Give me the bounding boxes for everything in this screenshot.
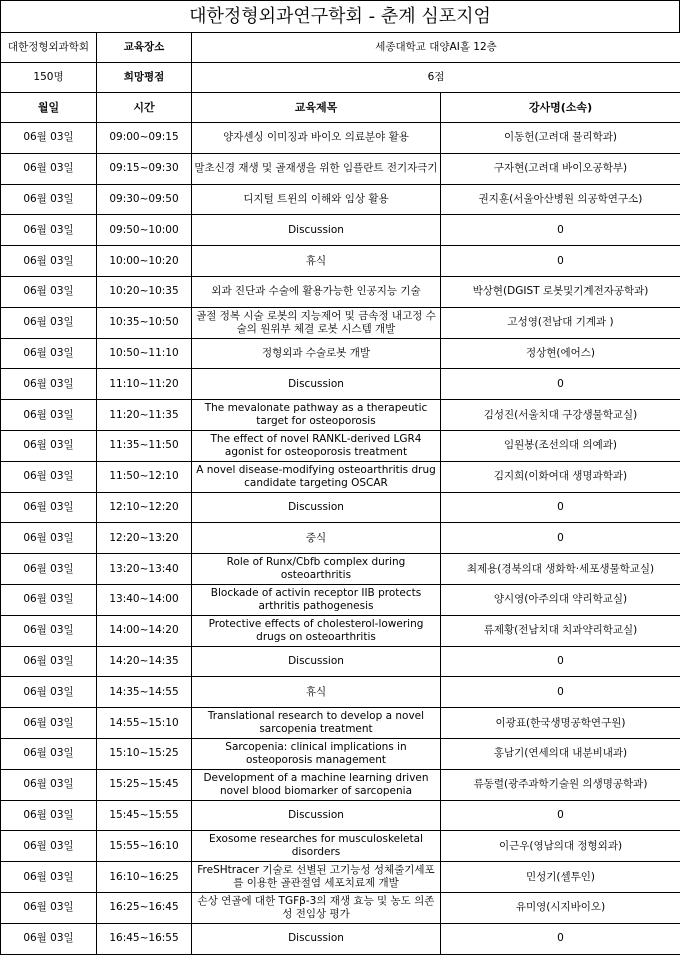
table-row bbox=[1, 276, 680, 307]
session-topic: 말초신경 재생 및 골재생을 위한 임플란트 전기자극기 bbox=[192, 153, 441, 184]
table-header bbox=[1, 93, 680, 123]
session-topic: FreSHtracer 기술로 선별된 고기능성 성체줄기세포를 이용한 골관절염 세포치료제 개발 bbox=[192, 862, 441, 893]
session-topic: Blockade of activin receptor IIB protects arthritis pathogenesis bbox=[192, 584, 441, 615]
session-topic: 휴식 bbox=[192, 246, 441, 277]
session-speaker: 0 bbox=[441, 215, 680, 246]
table-row bbox=[1, 677, 680, 708]
session-speaker: 이동헌(고려대 물리학과) bbox=[441, 123, 680, 154]
session-date: 06월 03일 bbox=[1, 584, 97, 615]
table-row bbox=[1, 307, 680, 338]
session-speaker: 최제용(경북의대 생화학·세포생물학교실) bbox=[441, 554, 680, 585]
session-speaker: 권지훈(서울아산병원 의공학연구소) bbox=[441, 184, 680, 215]
table-row bbox=[1, 862, 680, 893]
session-time: 15:45~15:55 bbox=[97, 800, 192, 831]
session-time: 11:50~12:10 bbox=[97, 461, 192, 492]
session-date: 06월 03일 bbox=[1, 461, 97, 492]
session-speaker: 민성기(셀투인) bbox=[441, 862, 680, 893]
session-speaker: 0 bbox=[441, 492, 680, 523]
table-row bbox=[1, 246, 680, 277]
session-date: 06월 03일 bbox=[1, 708, 97, 739]
session-speaker: 0 bbox=[441, 523, 680, 554]
session-speaker: 김지희(이화여대 생명과학과) bbox=[441, 461, 680, 492]
session-speaker: 정상현(에어스) bbox=[441, 338, 680, 369]
table-row bbox=[1, 708, 680, 739]
session-speaker: 0 bbox=[441, 677, 680, 708]
session-date: 06월 03일 bbox=[1, 307, 97, 338]
credit-label: 희망평점 bbox=[97, 63, 192, 93]
session-topic: A novel disease-modifying osteoarthritis drug candidate targeting OSCAR bbox=[192, 461, 441, 492]
table-row bbox=[1, 215, 680, 246]
session-topic: Translational research to develop a novel sarcopenia treatment bbox=[192, 708, 441, 739]
session-date: 06월 03일 bbox=[1, 554, 97, 585]
session-date: 06월 03일 bbox=[1, 338, 97, 369]
table-row bbox=[1, 831, 680, 862]
session-topic: Sarcopenia: clinical implications in osteoporosis management bbox=[192, 738, 441, 769]
session-topic: Discussion bbox=[192, 646, 441, 677]
session-time: 16:25~16:45 bbox=[97, 892, 192, 923]
session-topic: Protective effects of cholesterol-lowering drugs on osteoarthritis bbox=[192, 615, 441, 646]
session-topic: Discussion bbox=[192, 492, 441, 523]
session-speaker: 박상현(DGIST 로봇및기계전자공학과) bbox=[441, 276, 680, 307]
session-speaker: 0 bbox=[441, 646, 680, 677]
session-topic: The effect of novel RANKL-derived LGR4 agonist for osteoporosis treatment bbox=[192, 430, 441, 461]
session-date: 06월 03일 bbox=[1, 430, 97, 461]
column-header-speaker: 강사명(소속) bbox=[441, 93, 680, 123]
session-time: 10:00~10:20 bbox=[97, 246, 192, 277]
session-time: 16:45~16:55 bbox=[97, 923, 192, 954]
session-time: 16:10~16:25 bbox=[97, 862, 192, 893]
session-topic: Exosome researches for musculoskeletal disorders bbox=[192, 831, 441, 862]
session-time: 11:35~11:50 bbox=[97, 430, 192, 461]
session-time: 14:55~15:10 bbox=[97, 708, 192, 739]
session-date: 06월 03일 bbox=[1, 523, 97, 554]
session-topic: Discussion bbox=[192, 369, 441, 400]
session-time: 10:35~10:50 bbox=[97, 307, 192, 338]
session-time: 12:20~13:20 bbox=[97, 523, 192, 554]
session-time: 09:30~09:50 bbox=[97, 184, 192, 215]
table-row bbox=[1, 584, 680, 615]
session-speaker: 0 bbox=[441, 369, 680, 400]
session-topic: 외과 진단과 수술에 활용가능한 인공지능 기술 bbox=[192, 276, 441, 307]
session-time: 13:20~13:40 bbox=[97, 554, 192, 585]
session-date: 06월 03일 bbox=[1, 123, 97, 154]
session-date: 06월 03일 bbox=[1, 215, 97, 246]
table-row bbox=[1, 400, 680, 431]
session-speaker: 0 bbox=[441, 800, 680, 831]
session-topic: 디지털 트윈의 이해와 임상 활용 bbox=[192, 184, 441, 215]
session-speaker: 유미영(시지바이오) bbox=[441, 892, 680, 923]
session-topic: Discussion bbox=[192, 800, 441, 831]
session-time: 10:20~10:35 bbox=[97, 276, 192, 307]
session-date: 06월 03일 bbox=[1, 492, 97, 523]
table-row bbox=[1, 184, 680, 215]
location-label: 교육장소 bbox=[97, 33, 192, 63]
session-topic: Discussion bbox=[192, 215, 441, 246]
session-topic: Role of Runx/Cbfb complex during osteoarthritis bbox=[192, 554, 441, 585]
session-date: 06월 03일 bbox=[1, 677, 97, 708]
table-row bbox=[1, 769, 680, 800]
session-date: 06월 03일 bbox=[1, 646, 97, 677]
session-date: 06월 03일 bbox=[1, 862, 97, 893]
table-row bbox=[1, 800, 680, 831]
header-row bbox=[1, 93, 680, 123]
session-speaker: 이광표(한국생명공학연구원) bbox=[441, 708, 680, 739]
page-title: 대한정형외과연구학회 - 춘계 심포지엄 bbox=[0, 0, 680, 33]
session-speaker: 양시영(아주의대 약리학교실) bbox=[441, 584, 680, 615]
session-speaker: 이근우(영남의대 정형외과) bbox=[441, 831, 680, 862]
table-row bbox=[1, 923, 680, 954]
schedule-table bbox=[0, 32, 680, 955]
session-speaker: 0 bbox=[441, 923, 680, 954]
session-date: 06월 03일 bbox=[1, 738, 97, 769]
session-date: 06월 03일 bbox=[1, 369, 97, 400]
session-time: 11:10~11:20 bbox=[97, 369, 192, 400]
session-topic: Discussion bbox=[192, 923, 441, 954]
attendees-value: 150명 bbox=[1, 63, 97, 93]
session-date: 06월 03일 bbox=[1, 800, 97, 831]
table-row bbox=[1, 338, 680, 369]
session-speaker: 김성진(서울치대 구강생물학교실) bbox=[441, 400, 680, 431]
session-rows bbox=[1, 123, 680, 955]
table-row bbox=[1, 430, 680, 461]
session-speaker: 구자현(고려대 바이오공학부) bbox=[441, 153, 680, 184]
session-time: 14:00~14:20 bbox=[97, 615, 192, 646]
table-row bbox=[1, 461, 680, 492]
column-header-topic: 교육제목 bbox=[192, 93, 441, 123]
session-topic: The mevalonate pathway as a therapeutic target for osteoporosis bbox=[192, 400, 441, 431]
session-date: 06월 03일 bbox=[1, 153, 97, 184]
session-time: 15:25~15:45 bbox=[97, 769, 192, 800]
session-speaker: 고성영(전남대 기계과 ) bbox=[441, 307, 680, 338]
session-topic: 정형외과 수술로봇 개발 bbox=[192, 338, 441, 369]
session-time: 11:20~11:35 bbox=[97, 400, 192, 431]
table-row bbox=[1, 615, 680, 646]
info-row-credit bbox=[1, 63, 680, 93]
session-time: 10:50~11:10 bbox=[97, 338, 192, 369]
session-date: 06월 03일 bbox=[1, 892, 97, 923]
credit-value: 6점 bbox=[192, 63, 680, 93]
session-time: 14:20~14:35 bbox=[97, 646, 192, 677]
info-section bbox=[1, 33, 680, 93]
column-header-time: 시간 bbox=[97, 93, 192, 123]
session-date: 06월 03일 bbox=[1, 615, 97, 646]
session-date: 06월 03일 bbox=[1, 769, 97, 800]
table-row bbox=[1, 492, 680, 523]
column-header-date: 월일 bbox=[1, 93, 97, 123]
session-date: 06월 03일 bbox=[1, 276, 97, 307]
session-topic: 손상 연골에 대한 TGFβ-3의 재생 효능 및 농도 의존성 전임상 평가 bbox=[192, 892, 441, 923]
session-date: 06월 03일 bbox=[1, 184, 97, 215]
session-time: 14:35~14:55 bbox=[97, 677, 192, 708]
session-date: 06월 03일 bbox=[1, 400, 97, 431]
table-row bbox=[1, 892, 680, 923]
session-time: 09:50~10:00 bbox=[97, 215, 192, 246]
session-time: 09:00~09:15 bbox=[97, 123, 192, 154]
session-topic: 골절 정복 시술 로봇의 지능제어 및 금속정 내고정 수술의 원위부 체결 로봇 시스템 개발 bbox=[192, 307, 441, 338]
session-date: 06월 03일 bbox=[1, 831, 97, 862]
organizer-value: 대한정형외과학회 bbox=[1, 33, 97, 63]
session-topic: 양자센싱 이미징과 바이오 의료분야 활용 bbox=[192, 123, 441, 154]
table-row bbox=[1, 153, 680, 184]
session-topic: Development of a machine learning driven novel blood biomarker of sarcopenia bbox=[192, 769, 441, 800]
session-time: 15:55~16:10 bbox=[97, 831, 192, 862]
location-value: 세종대학교 대양AI홀 12층 bbox=[192, 33, 680, 63]
table-row bbox=[1, 554, 680, 585]
session-speaker: 류동렬(광주과학기술원 의생명공학과) bbox=[441, 769, 680, 800]
table-row bbox=[1, 123, 680, 154]
table-row bbox=[1, 738, 680, 769]
session-time: 12:10~12:20 bbox=[97, 492, 192, 523]
session-time: 13:40~14:00 bbox=[97, 584, 192, 615]
session-date: 06월 03일 bbox=[1, 923, 97, 954]
session-time: 15:10~15:25 bbox=[97, 738, 192, 769]
session-speaker: 0 bbox=[441, 246, 680, 277]
session-topic: 중식 bbox=[192, 523, 441, 554]
info-row-organizer bbox=[1, 33, 680, 63]
table-row bbox=[1, 369, 680, 400]
session-topic: 휴식 bbox=[192, 677, 441, 708]
session-speaker: 홍남기(연세의대 내분비내과) bbox=[441, 738, 680, 769]
session-speaker: 류제황(전남치대 치과약리학교실) bbox=[441, 615, 680, 646]
table-row bbox=[1, 523, 680, 554]
table-row bbox=[1, 646, 680, 677]
session-date: 06월 03일 bbox=[1, 246, 97, 277]
session-speaker: 임원봉(조선의대 의예과) bbox=[441, 430, 680, 461]
session-time: 09:15~09:30 bbox=[97, 153, 192, 184]
